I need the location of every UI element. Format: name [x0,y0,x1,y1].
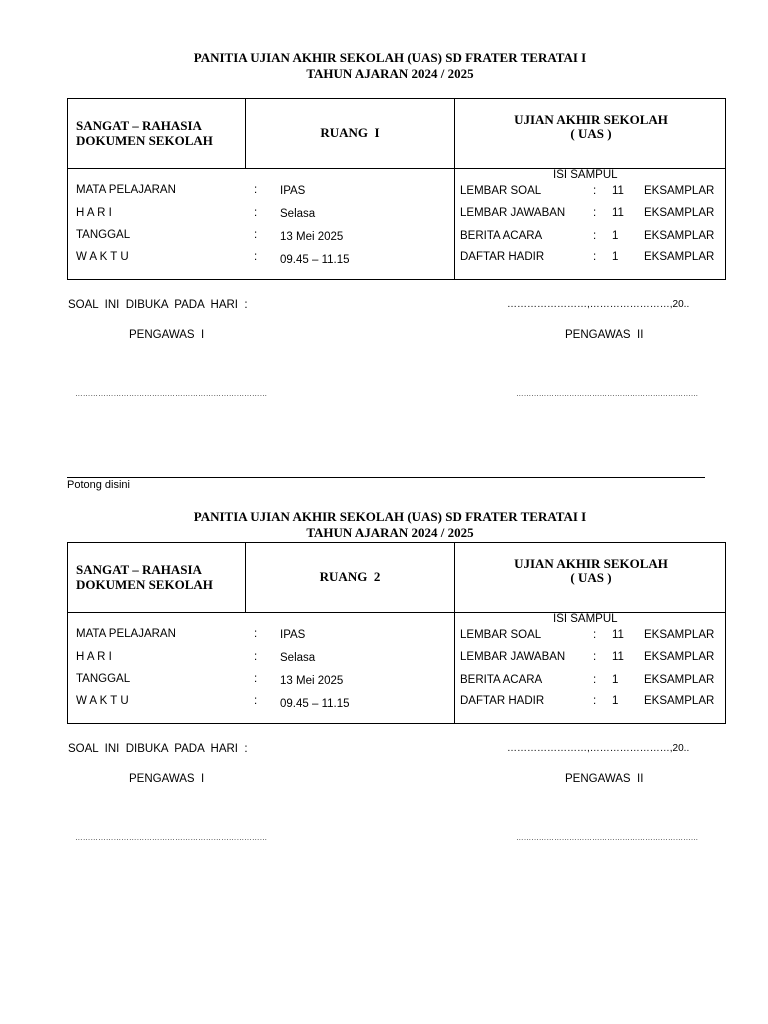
cut-line [67,477,705,478]
colon: : [593,651,597,663]
header-line-1: PANITIA UJIAN AKHIR SEKOLAH (UAS) SD FRATER TERATAI I [193,509,587,524]
exam-line-1: UJIAN AKHIR SEKOLAH [514,556,668,571]
time-label: W A K T U [76,695,129,707]
colon: : [593,695,597,707]
exam-line-2: ( UAS ) [570,126,612,141]
date-label: TANGGAL [76,673,131,685]
room-label: RUANG I [320,125,380,140]
contents-title: ISI SAMPUL [553,613,618,625]
info-box [67,542,726,724]
colon: : [254,251,258,263]
confidential-line-1: SANGAT – RAHASIA [76,118,202,133]
exam-line-1: UJIAN AKHIR SEKOLAH [514,112,668,127]
supervisor-1-signature-blank: ………………………………………………………………… [75,833,268,842]
contents-item-qty: 11 [612,207,624,219]
day-label: H A R I [76,651,112,663]
supervisor-2-label: PENGAWAS II [565,329,644,341]
supervisor-2-label: PENGAWAS II [565,773,644,785]
time-value: 09.45 – 11.15 [280,254,350,266]
divider [68,612,725,613]
contents-title: ISI SAMPUL [553,169,618,181]
colon: : [254,651,258,663]
confidential-line-2: DOKUMEN SEKOLAH [76,133,213,148]
subject-value: IPAS [280,185,306,197]
colon: : [593,674,597,686]
room-label: RUANG 2 [319,569,381,584]
supervisor-1-signature-blank: ………………………………………………………………… [75,389,268,398]
contents-item-unit: EKSAMPLAR [644,185,715,197]
contents-item-qty: 1 [612,674,619,686]
colon: : [593,207,597,219]
supervisor-1-label: PENGAWAS I [129,329,205,341]
time-value: 09.45 – 11.15 [280,698,350,710]
contents-item-label: LEMBAR SOAL [460,185,542,197]
time-label: W A K T U [76,251,129,263]
header-line-2: TAHUN AJARAN 2024 / 2025 [306,525,474,540]
day-value: Selasa [280,652,316,664]
info-box [67,98,726,280]
colon: : [593,251,597,263]
day-value: Selasa [280,208,316,220]
contents-item-qty: 11 [612,651,624,663]
contents-item-label: LEMBAR JAWABAN [460,651,566,663]
contents-item-qty: 11 [612,185,624,197]
contents-item-label: LEMBAR JAWABAN [460,207,566,219]
contents-item-qty: 11 [612,629,624,641]
header-line-2: TAHUN AJARAN 2024 / 2025 [306,66,474,81]
colon: : [254,229,258,241]
colon: : [593,185,597,197]
colon: : [593,230,597,242]
colon: : [254,628,258,640]
cut-label: Potong disini [67,479,130,491]
colon: : [593,629,597,641]
contents-item-unit: EKSAMPLAR [644,695,715,707]
opening-date-blank: ……………………,……………………,20.. [507,743,690,754]
colon: : [254,673,258,685]
contents-item-label: BERITA ACARA [460,674,543,686]
subject-label: MATA PELAJARAN [76,184,176,196]
supervisor-2-signature-blank: ……………………………………………………………… [516,833,699,842]
opening-label: SOAL INI DIBUKA PADA HARI : [68,743,248,755]
date-value: 13 Mei 2025 [280,231,344,243]
day-label: H A R I [76,207,112,219]
divider [68,168,725,169]
colon: : [254,207,258,219]
contents-item-qty: 1 [612,251,619,263]
exam-line-2: ( UAS ) [570,570,612,585]
contents-item-unit: EKSAMPLAR [644,651,715,663]
subject-label: MATA PELAJARAN [76,628,176,640]
colon: : [254,184,258,196]
contents-item-unit: EKSAMPLAR [644,207,715,219]
contents-item-qty: 1 [612,695,619,707]
contents-item-label: DAFTAR HADIR [460,251,545,263]
contents-item-label: DAFTAR HADIR [460,695,545,707]
confidential-line-1: SANGAT – RAHASIA [76,562,202,577]
date-label: TANGGAL [76,229,131,241]
opening-label: SOAL INI DIBUKA PADA HARI : [68,299,248,311]
supervisor-1-label: PENGAWAS I [129,773,205,785]
contents-item-unit: EKSAMPLAR [644,674,715,686]
date-value: 13 Mei 2025 [280,675,344,687]
header-line-1: PANITIA UJIAN AKHIR SEKOLAH (UAS) SD FRATER TERATAI I [193,50,587,65]
supervisor-2-signature-blank: ……………………………………………………………… [516,389,699,398]
contents-item-label: BERITA ACARA [460,230,543,242]
contents-item-label: LEMBAR SOAL [460,629,542,641]
colon: : [254,695,258,707]
contents-item-unit: EKSAMPLAR [644,230,715,242]
contents-item-unit: EKSAMPLAR [644,629,715,641]
contents-item-qty: 1 [612,230,619,242]
contents-item-unit: EKSAMPLAR [644,251,715,263]
opening-date-blank: ……………………,……………………,20.. [507,299,690,310]
confidential-line-2: DOKUMEN SEKOLAH [76,577,213,592]
subject-value: IPAS [280,629,306,641]
